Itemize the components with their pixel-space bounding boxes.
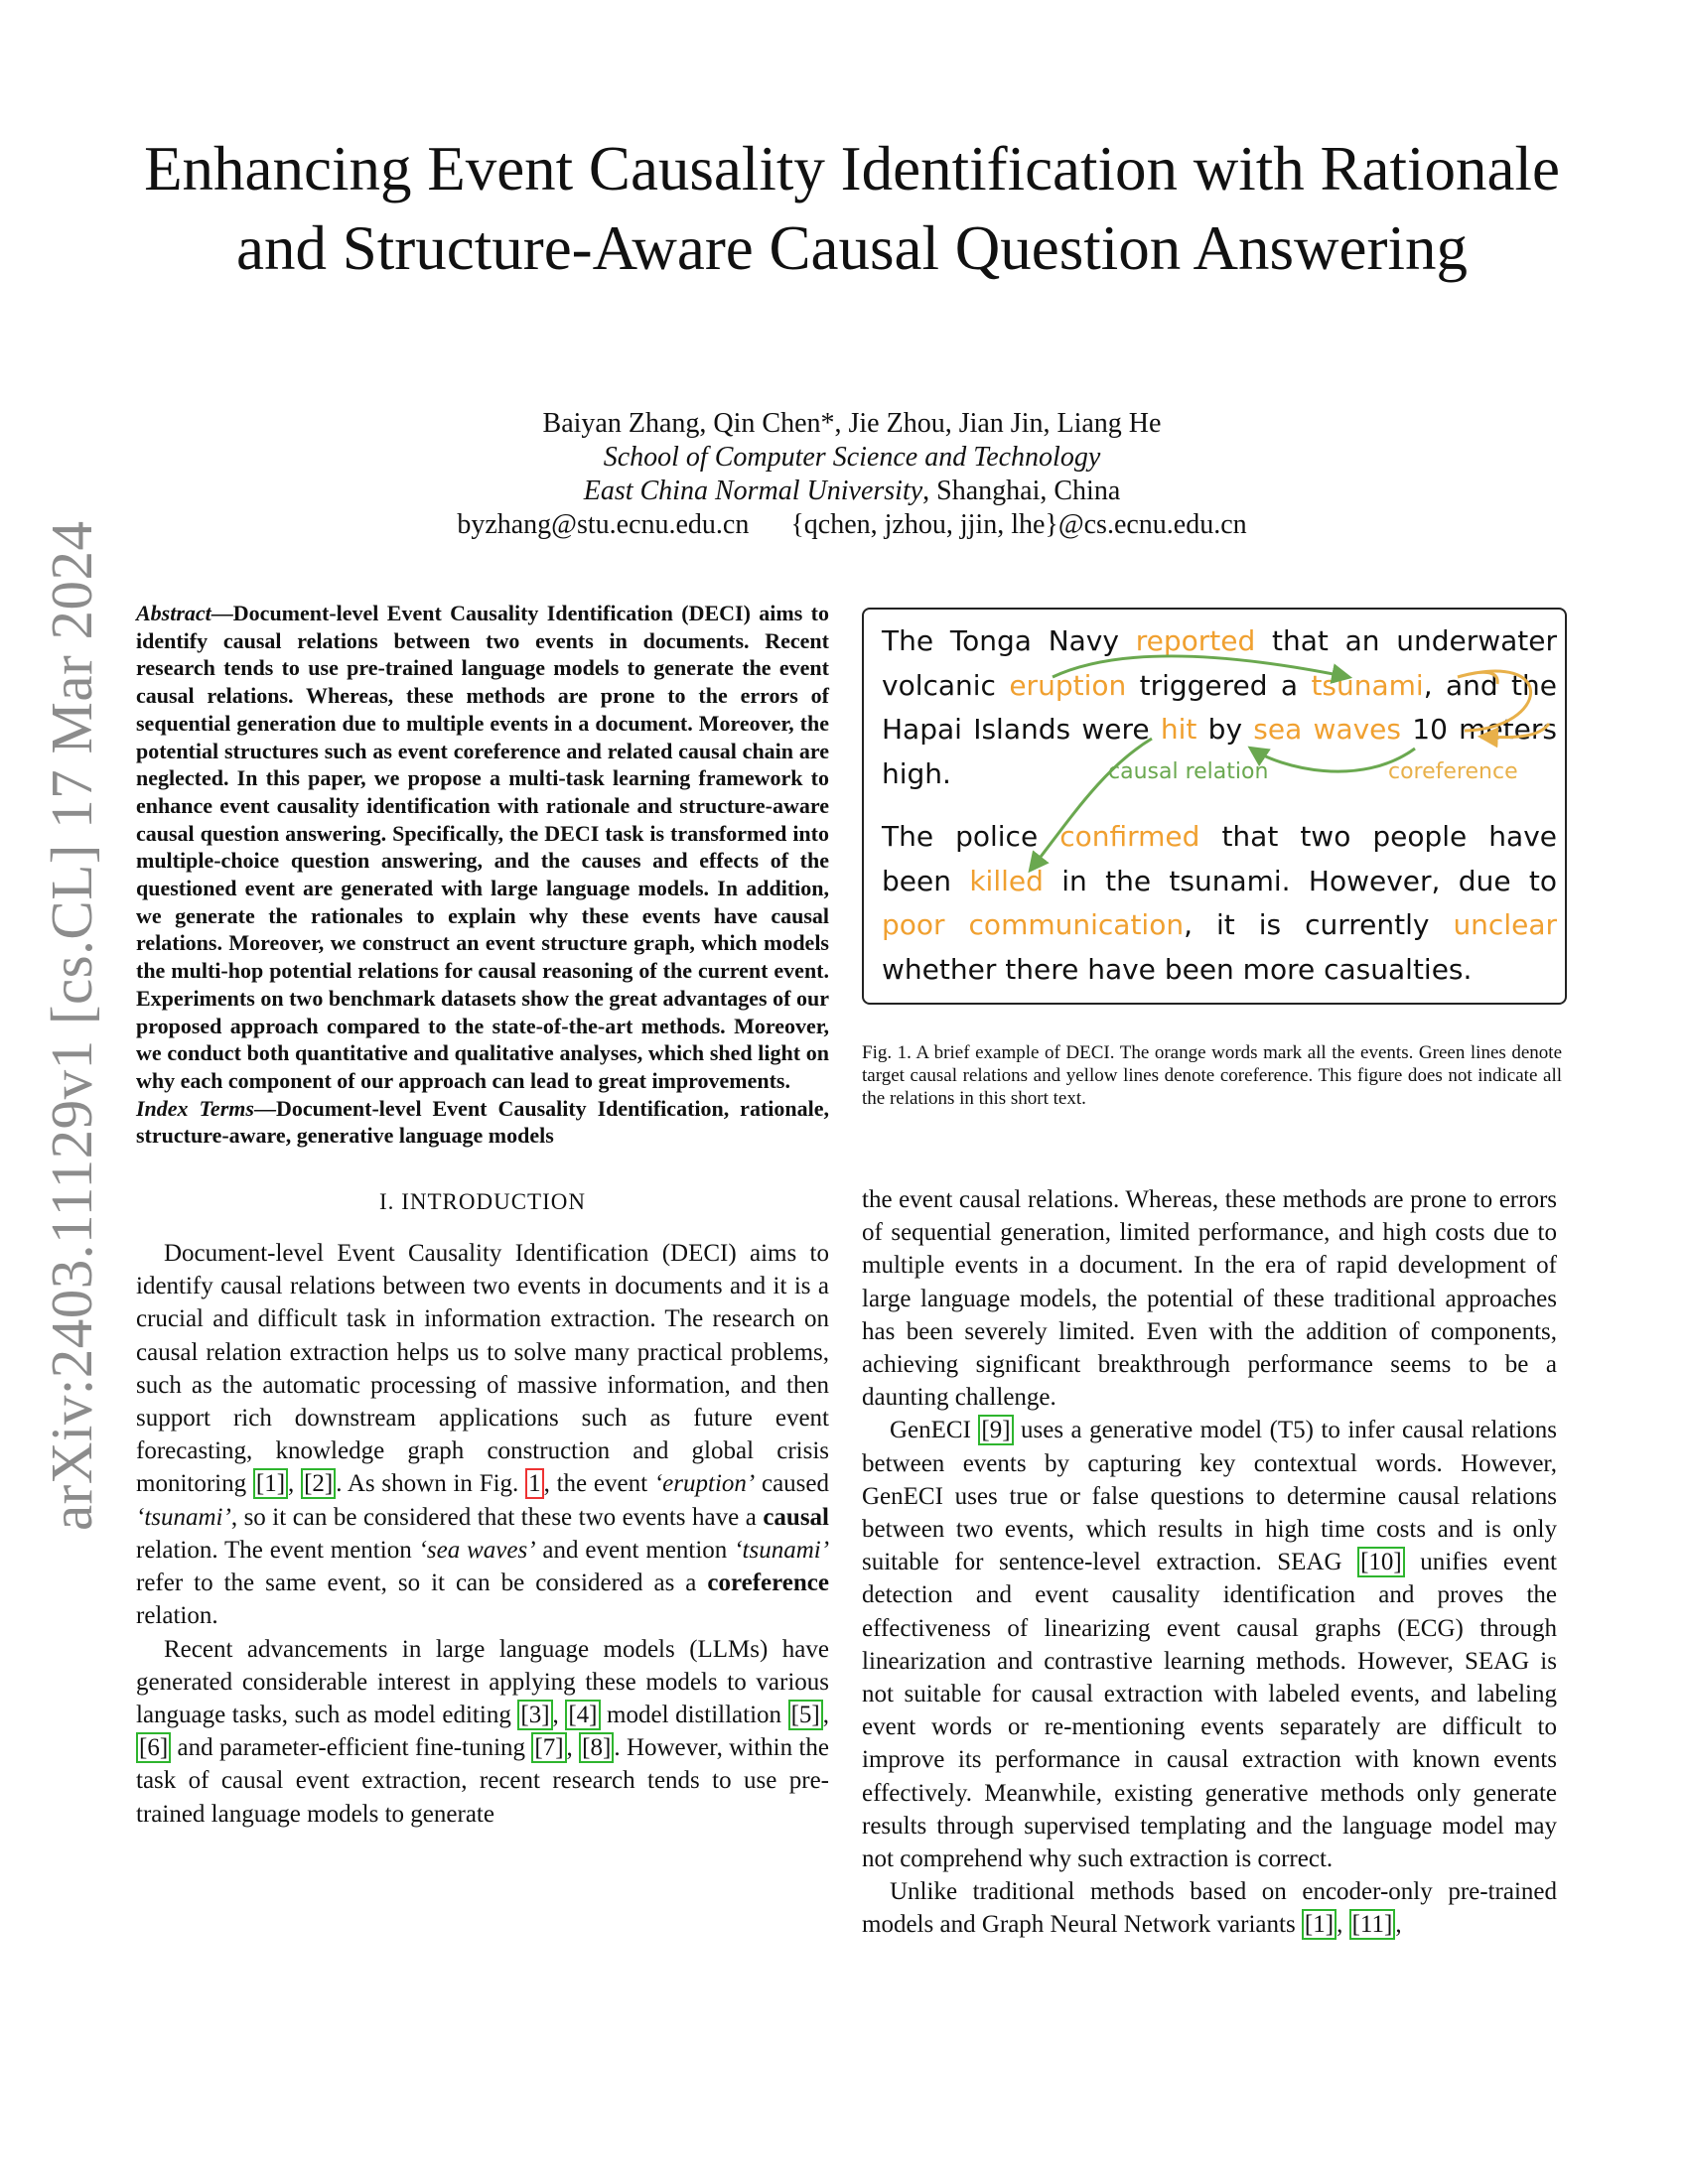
affiliation-university: [139, 475, 1565, 508]
affiliation-school: School of Computer Science and Technology: [603, 442, 1101, 473]
citation-link[interactable]: [5]: [788, 1700, 823, 1730]
causal-arrow-tsunami-killed: [1031, 739, 1152, 870]
author-block: [139, 407, 1565, 542]
event-word: poor communication: [882, 908, 1185, 941]
relation-arrows: [864, 610, 1565, 1003]
figure-1-box: [862, 608, 1567, 1005]
intro-paragraph-1: Document-level Event Causality Identification (DECI) aims to identify causal relations between two events in documents and it is a crucial and difficult task in information extraction. The research on causal relation extraction helps us to solve many practical problems, such as the automatic processing of massive information, and then support rich downstream applications such as future event forecasting, knowledge graph construction and global crisis monitoring [1] , [2] . As shown in Fig. 1 , the event ‘eruption’ caused ‘tsunami’, so it can be considered that these two events have a causal relation. The event mention ‘sea waves’ and event mention ‘tsunami’ refer to the same event, so it can be considered as a coreference relation.: [136, 1240, 830, 1630]
abstract: [136, 600, 829, 1095]
section-heading-introduction: I. INTRODUCTION: [379, 1189, 586, 1215]
intro-paragraph-2: Recent advancements in large language models (LLMs) have generated considerable interest in applying these models to various language tasks, such as model editing [3] , [4] model distillation [5] , [6] and parameter-efficient fine-tuning [7] , [8] . However, within the task of causal event extraction, recent research tends to use pre-trained language models to generate: [136, 1635, 829, 1828]
event-word: tsunami: [1311, 668, 1424, 702]
citation-link[interactable]: [2]: [301, 1468, 336, 1499]
left-column: [136, 600, 829, 1831]
index-terms-text: —Document-level Event Causality Identification, rationale, structure-aware, generative language models: [136, 1095, 829, 1149]
paper-title: Enhancing Event Causality Identification with Rationale and Structure-Aware Causal Question Answering: [144, 134, 1560, 283]
event-word: eruption: [1009, 668, 1127, 702]
event-word: confirmed: [1059, 820, 1200, 853]
causal-arrow-eruption-tsunami: [1053, 656, 1348, 677]
event-word: hit: [1160, 713, 1197, 746]
citation-link[interactable]: [10]: [1357, 1547, 1405, 1577]
arxiv-identifier: arXiv:2403.11129v1 [cs.CL] 17 Mar 2024: [39, 520, 104, 1531]
citation-link[interactable]: [4]: [565, 1700, 600, 1730]
university-name: East China Normal University: [583, 476, 923, 506]
citation-link[interactable]: [9]: [978, 1415, 1013, 1445]
right-paragraph-1: the event causal relations. Whereas, these methods are prone to errors of sequential generation, limited performance, and high costs due to multiple events in a document. In the era of rapid development of large language models, the potential of these traditional approaches has been severely limited. Even with the addition of components, achieving significant breakthrough performance seems to be a daunting challenge.: [862, 1186, 1557, 1412]
figure-1-caption: Fig. 1. A brief example of DECI. The orange words mark all the events. Green lines denote target causal relations and yellow lines denote coreference. This figure does not indicate all the relations in this short text.: [862, 1042, 1562, 1109]
right-column-body: [862, 1183, 1557, 1942]
event-word: unclear: [1453, 908, 1557, 941]
email-line: [139, 508, 1565, 542]
event-word: killed: [969, 864, 1044, 897]
university-location: , Shanghai, China: [922, 476, 1121, 506]
index-terms-label: Index Terms: [136, 1095, 254, 1121]
email-others[interactable]: {qchen, jzhou, jjin, lhe}@cs.ecnu.edu.cn: [790, 509, 1247, 540]
citation-link[interactable]: [7]: [531, 1732, 566, 1763]
right-paragraph-2: GenECI [9] uses a generative model (T5) to infer causal relations between events by capturing key contextual words. However, GenECI uses true or false questions to determine causal relations between two events, which results in high time costs and is only suitable for sentence-level extraction. SEAG [10] unifies event detection and event causality identification and proves the effectiveness of linearizing event causal graphs (ECG) through linearization and contrastive learning methods. However, SEAG is not suitable for causal extraction with labeled events, and labeling event words or re-mentioning events separately are difficult to improve its performance in causal extraction with known events effectively. Meanwhile, existing generative methods only generate results through supervised templating and the language model may not comprehend why such extraction is correct.: [862, 1417, 1557, 1873]
event-word: sea waves: [1253, 713, 1401, 746]
email-first[interactable]: byzhang@stu.ecnu.edu.cn: [457, 509, 750, 540]
citation-link[interactable]: [11]: [1349, 1909, 1396, 1940]
introduction-body: [136, 1237, 829, 1831]
author-list: Baiyan Zhang, Qin Chen*, Jie Zhou, Jian Jin, Liang He: [542, 408, 1162, 439]
citation-link[interactable]: [3]: [517, 1700, 552, 1730]
abstract-text: —Document-level Event Causality Identification (DECI) aims to identify causal relations between two events in documents. Recent research tends to use pre-trained language models to generate the event causal relations. Whereas, these methods are prone to the errors of sequential generation due to multiple events in a document. Moreover, the potential structures such as event coreference and related causal chain are neglected. In this paper, we propose a multi-task learning framework to enhance event causality identification with rationale and structure-aware causal question answering. Specifically, the DECI task is transformed into multiple-choice question answering, and the causes and effects of the questioned event are generated with large language models. In addition, we generate the rationales to explain why these events have causal relations. Moreover, we construct an event structure graph, which models the multi-hop potential relations for causal reasoning of the current event. Experiments on two benchmark datasets show the great advantages of our proposed approach compared to the state-of-the-art methods. Moreover, we conduct both quantitative and qualitative analyses, which shed light on why each component of our approach can lead to great improvements.: [136, 601, 829, 1093]
coref-arrow-sea-waves-tsunami: [1458, 671, 1531, 731]
citation-link[interactable]: [1]: [1302, 1909, 1336, 1940]
event-word: reported: [1135, 624, 1256, 657]
abstract-label: Abstract: [136, 601, 211, 625]
coreference-label: coreference: [1388, 759, 1518, 784]
figure-paragraph-2: The police confirmed that two people have been killed in the tsunami. However, due to poor communication, it is currently unclear whether there have been more casualties.: [882, 820, 1557, 986]
citation-link[interactable]: [6]: [136, 1732, 171, 1763]
figure-reference-link[interactable]: 1: [525, 1468, 544, 1499]
right-paragraph-3: Unlike traditional methods based on encoder-only pre-trained models and Graph Neural Network variants [1] , [11] ,: [862, 1878, 1557, 1939]
figure-paragraph-1: The Tonga Navy reported that an underwater volcanic eruption triggered a tsunami, and the Hapai Islands were hit by sea waves 10 meters high.: [882, 624, 1557, 790]
index-terms: [136, 1095, 829, 1150]
citation-link[interactable]: [8]: [579, 1732, 614, 1763]
causal-relation-label: causal relation: [1108, 759, 1269, 784]
citation-link[interactable]: [1]: [253, 1468, 288, 1499]
